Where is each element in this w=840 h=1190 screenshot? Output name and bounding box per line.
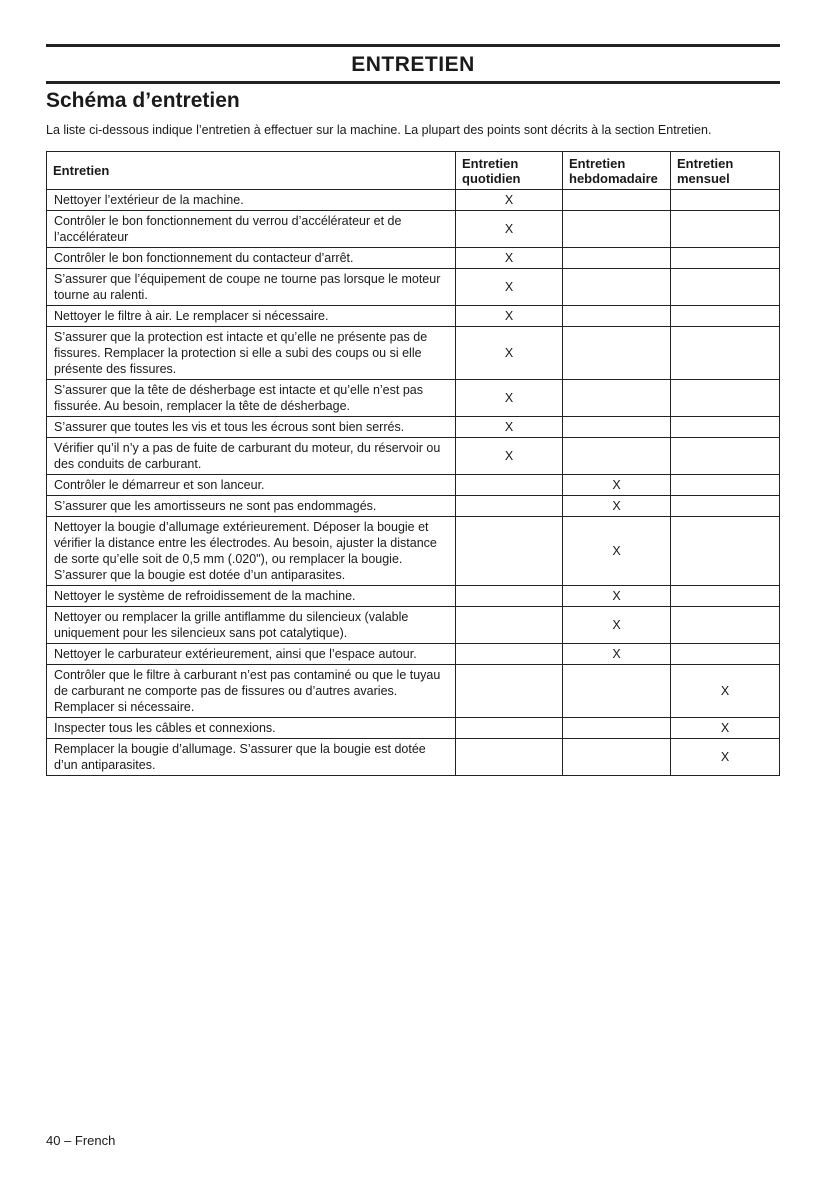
task-cell: Vérifier qu’il n’y a pas de fuite de carburant du moteur, du réservoir ou des conduits de carburant. — [47, 438, 456, 475]
column-header-task: Entretien — [47, 152, 456, 190]
task-cell: S’assurer que l’équipement de coupe ne tourne pas lorsque le moteur tourne au ralenti. — [47, 269, 456, 306]
header-band — [46, 44, 780, 84]
weekly-mark — [563, 248, 671, 269]
intro-text: La liste ci-dessous indique l’entretien à effectuer sur la machine. La plupart des points sont décrits à la section Entretien. — [46, 123, 712, 137]
monthly-mark — [671, 380, 780, 417]
monthly-mark — [671, 607, 780, 644]
table-row — [47, 496, 780, 517]
daily-mark: X — [456, 380, 563, 417]
daily-mark: X — [456, 417, 563, 438]
table-row — [47, 517, 780, 586]
daily-mark — [456, 586, 563, 607]
weekly-mark: X — [563, 644, 671, 665]
monthly-mark — [671, 586, 780, 607]
column-header-weekly: Entretien hebdomadaire — [563, 152, 671, 190]
table-row — [47, 417, 780, 438]
task-cell: Nettoyer le filtre à air. Le remplacer si nécessaire. — [47, 306, 456, 327]
table-row — [47, 607, 780, 644]
daily-mark — [456, 739, 563, 776]
monthly-mark — [671, 517, 780, 586]
section-title: Schéma d’entretien — [46, 89, 240, 112]
daily-mark: X — [456, 269, 563, 306]
weekly-mark: X — [563, 475, 671, 496]
monthly-mark: X — [671, 739, 780, 776]
weekly-mark — [563, 665, 671, 718]
task-cell: Nettoyer ou remplacer la grille antiflamme du silencieux (valable uniquement pour les silencieux sans pot catalytique). — [47, 607, 456, 644]
monthly-mark — [671, 306, 780, 327]
table-row — [47, 327, 780, 380]
weekly-mark: X — [563, 496, 671, 517]
daily-mark — [456, 718, 563, 739]
daily-mark: X — [456, 306, 563, 327]
monthly-mark — [671, 475, 780, 496]
daily-mark — [456, 517, 563, 586]
table-row — [47, 665, 780, 718]
table-row — [47, 190, 780, 211]
weekly-mark — [563, 438, 671, 475]
table-row — [47, 248, 780, 269]
weekly-mark — [563, 190, 671, 211]
monthly-mark — [671, 438, 780, 475]
monthly-mark: X — [671, 718, 780, 739]
daily-mark: X — [456, 327, 563, 380]
table-row — [47, 739, 780, 776]
task-cell: Contrôler le bon fonctionnement du verrou d’accélérateur et de l’accélérateur — [47, 211, 456, 248]
table-row — [47, 438, 780, 475]
task-cell: Nettoyer la bougie d’allumage extérieurement. Déposer la bougie et vérifier la distance entre les électrodes. Au besoin, ajuster la distance de sorte qu’elle soit de 0,5 mm (.020"), ou remplacer la bougie. S’assurer que la bougie est dotée d’un antiparasites. — [47, 517, 456, 586]
monthly-mark — [671, 248, 780, 269]
daily-mark — [456, 496, 563, 517]
table-row — [47, 586, 780, 607]
task-cell: Remplacer la bougie d’allumage. S’assurer que la bougie est dotée d’un antiparasites. — [47, 739, 456, 776]
table-row — [47, 269, 780, 306]
task-cell: S’assurer que la protection est intacte et qu’elle ne présente pas de fissures. Remplacer la protection si elle a subi des coups ou si elle présente des fissures. — [47, 327, 456, 380]
weekly-mark — [563, 380, 671, 417]
weekly-mark: X — [563, 586, 671, 607]
table-row — [47, 306, 780, 327]
daily-mark — [456, 475, 563, 496]
daily-mark — [456, 607, 563, 644]
daily-mark: X — [456, 190, 563, 211]
daily-mark — [456, 644, 563, 665]
task-cell: S’assurer que la tête de désherbage est intacte et qu’elle n’est pas fissurée. Au besoin, remplacer la tête de désherbage. — [47, 380, 456, 417]
table-row — [47, 211, 780, 248]
daily-mark — [456, 665, 563, 718]
task-cell: Inspecter tous les câbles et connexions. — [47, 718, 456, 739]
weekly-mark: X — [563, 517, 671, 586]
table-row — [47, 718, 780, 739]
weekly-mark: X — [563, 607, 671, 644]
monthly-mark — [671, 327, 780, 380]
table-body — [47, 190, 780, 776]
weekly-mark — [563, 211, 671, 248]
daily-mark: X — [456, 438, 563, 475]
column-header-monthly: Entretien mensuel — [671, 152, 780, 190]
monthly-mark — [671, 190, 780, 211]
monthly-mark — [671, 417, 780, 438]
weekly-mark — [563, 327, 671, 380]
monthly-mark — [671, 644, 780, 665]
daily-mark: X — [456, 248, 563, 269]
weekly-mark — [563, 718, 671, 739]
weekly-mark — [563, 739, 671, 776]
table-header-row — [47, 152, 780, 190]
monthly-mark: X — [671, 665, 780, 718]
task-cell: S’assurer que les amortisseurs ne sont pas endommagés. — [47, 496, 456, 517]
page-footer: 40 – French — [46, 1133, 116, 1148]
task-cell: Contrôler le démarreur et son lanceur. — [47, 475, 456, 496]
task-cell: Nettoyer le carburateur extérieurement, ainsi que l’espace autour. — [47, 644, 456, 665]
daily-mark: X — [456, 211, 563, 248]
monthly-mark — [671, 211, 780, 248]
monthly-mark — [671, 496, 780, 517]
task-cell: Contrôler que le filtre à carburant n’est pas contaminé ou que le tuyau de carburant ne comporte pas de fissures ou d’autres avaries. Remplacer si nécessaire. — [47, 665, 456, 718]
table-row — [47, 380, 780, 417]
table-row — [47, 644, 780, 665]
table-row — [47, 475, 780, 496]
header-title: ENTRETIEN — [351, 53, 475, 76]
weekly-mark — [563, 269, 671, 306]
weekly-mark — [563, 417, 671, 438]
task-cell: Contrôler le bon fonctionnement du contacteur d’arrêt. — [47, 248, 456, 269]
weekly-mark — [563, 306, 671, 327]
column-header-daily: Entretien quotidien — [456, 152, 563, 190]
task-cell: Nettoyer le système de refroidissement de la machine. — [47, 586, 456, 607]
task-cell: S’assurer que toutes les vis et tous les écrous sont bien serrés. — [47, 417, 456, 438]
maintenance-table — [46, 151, 780, 776]
monthly-mark — [671, 269, 780, 306]
task-cell: Nettoyer l’extérieur de la machine. — [47, 190, 456, 211]
